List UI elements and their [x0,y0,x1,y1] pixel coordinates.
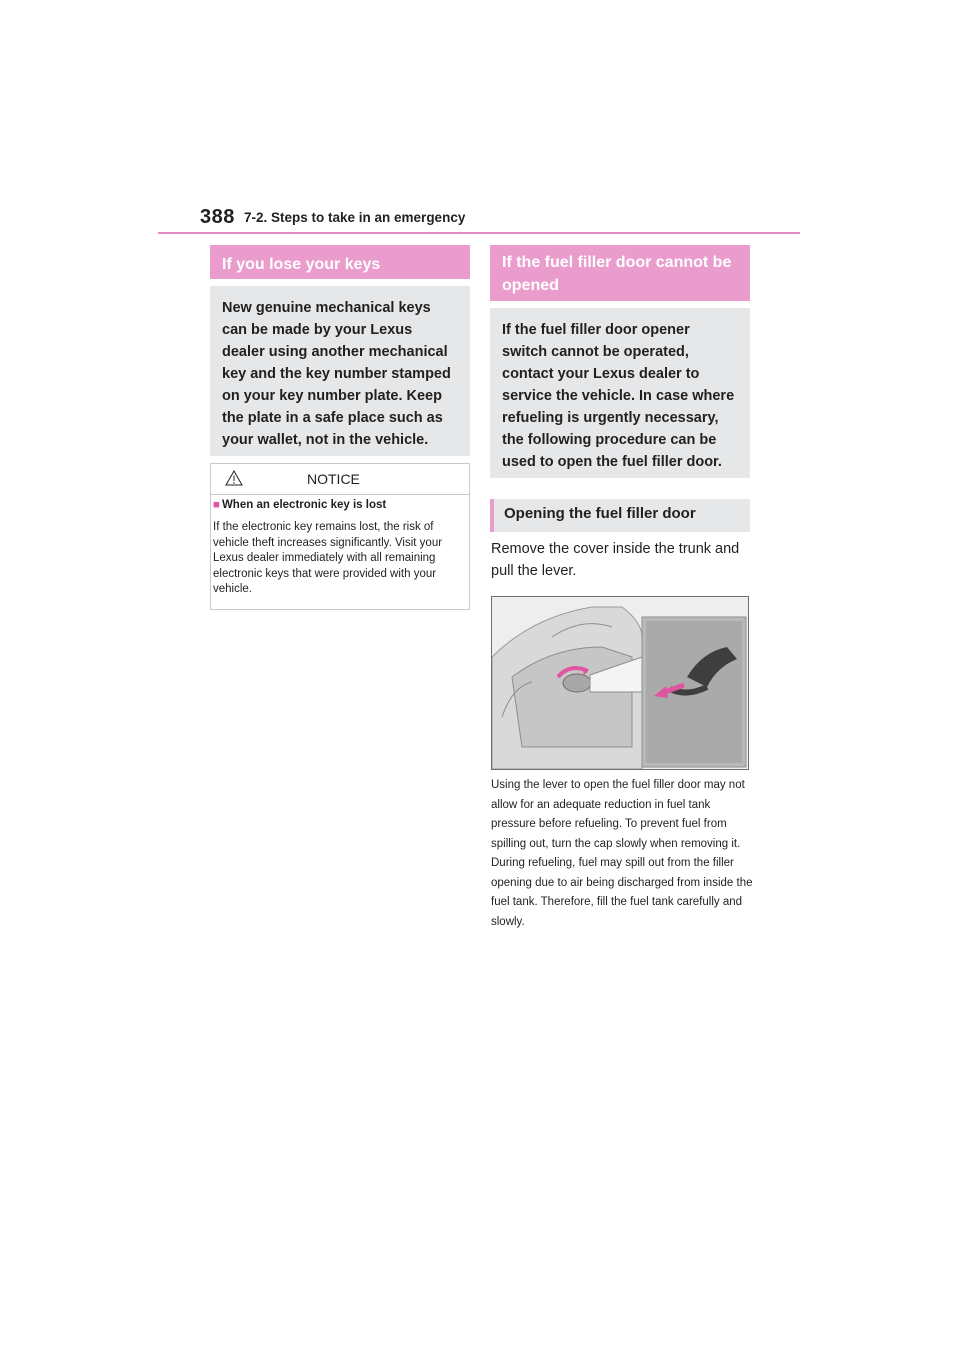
fuel-door-heading-text: If the fuel filler door cannot be opened [502,254,732,294]
notice-box [210,463,470,610]
fuel-door-intro [490,308,750,478]
lost-keys-intro [210,286,470,456]
fuel-door-intro-text: If the fuel filler door opener switch cannot be operated, contact your Lexus dealer to service the vehicle. In case where refueling is urgently necessary, the following procedure can be used to open the fuel filler door. [502,322,735,470]
lost-keys-heading [210,245,470,279]
page-header [200,206,800,234]
square-bullet-icon: ■ [213,499,220,511]
notice-text: If the electronic key remains lost, the risk of vehicle theft increases significantly. Visit your Lexus dealer immediately with all remaining electronic keys that were provided with your vehicle. [213,521,443,595]
lost-keys-heading-text: If you lose your keys [222,256,381,273]
lost-keys-intro-text: New genuine mechanical keys can be made by your Lexus dealer using another mechanical key and the key number stamped on your key number plate. Keep the plate in a safe place such as your wallet, not in the vehicle. [222,300,451,448]
caption-text: Using the lever to open the fuel filler door may not allow for an adequate reduction in fuel tank pressure before refueling. To prevent fuel from spilling out, turn the cap slowly when removing it. During refueling, fuel may spill out from the filler opening due to air being discharged from inside the fuel tank. Therefore, fill the fuel tank carefully and slowly. [491,779,753,928]
section-title: 7-2. Steps to take in an emergency [244,210,466,225]
opening-fuel-door-subheading-text: Opening the fuel filler door [504,505,696,522]
warning-triangle-icon [225,470,243,486]
instruction-text: Remove the cover inside the trunk and pull the lever. [491,541,740,579]
notice-header [211,464,469,495]
notice-subheading [213,499,386,511]
trunk-lever-illustration [491,596,749,770]
fuel-door-heading [490,245,750,301]
opening-fuel-door-subheading [490,499,750,532]
page-number: 388 [200,206,235,228]
header-rule [158,232,800,234]
trunk-illustration [492,597,748,769]
notice-subheading-text: When an electronic key is lost [221,499,387,511]
notice-label: NOTICE [307,471,360,487]
